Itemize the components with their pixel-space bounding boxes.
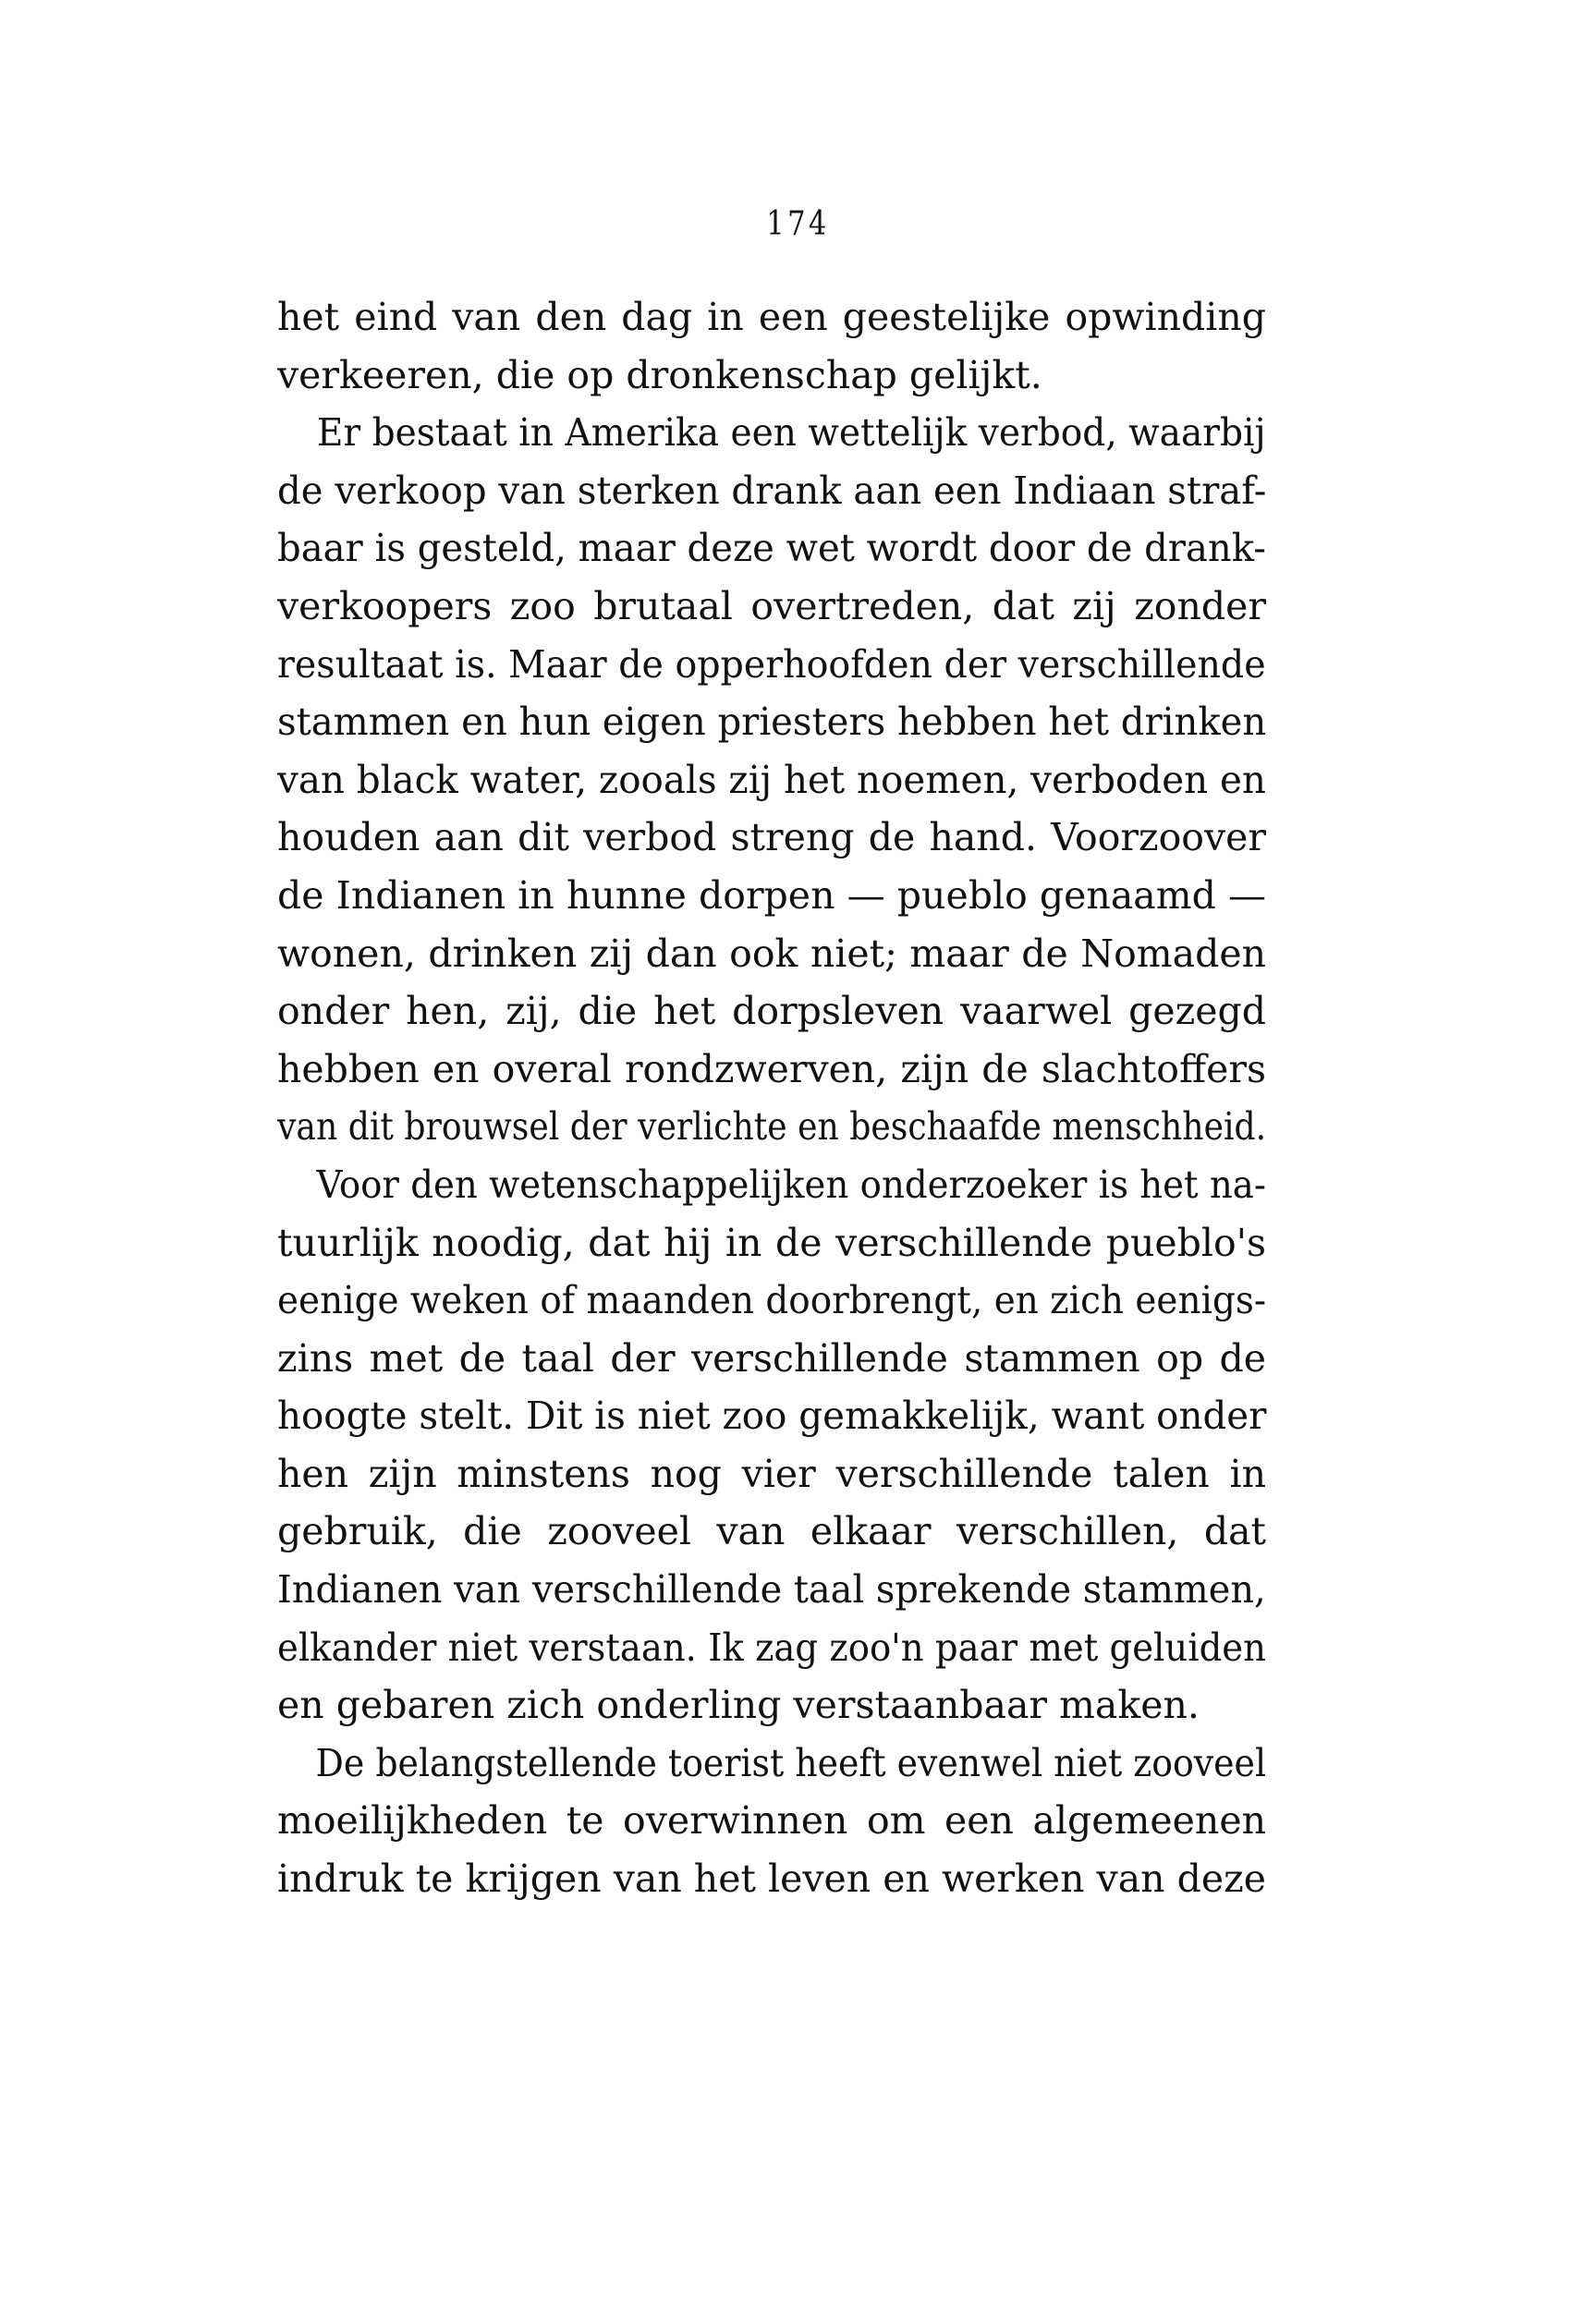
text-line: hoogte stelt. Dit is niet zoo gemakkelijk, want onder — [277, 1394, 1267, 1439]
text-line: hen zijn minstens nog vier verschillende talen in — [277, 1451, 1266, 1496]
text-line: en gebaren zich onderling verstaanbaar maken. — [277, 1683, 1200, 1728]
text-line: resultaat is. Maar de opperhoofden der verschillende — [277, 641, 1266, 687]
paragraph — [277, 1735, 1266, 1908]
text-line: van black water, zooals zij het noemen, verboden en — [277, 757, 1266, 802]
text-line: het eind van den dag in een geestelijke opwinding — [277, 295, 1266, 339]
paragraph — [277, 288, 1266, 404]
text-line: tuurlijk noodig, dat hij in de verschillende pueblo's — [277, 1220, 1266, 1265]
text-line: stammen en hun eigen priesters hebben het drinken — [277, 700, 1267, 745]
text-line: zins met de taal der verschillende stammen op de — [277, 1335, 1266, 1381]
text-line: indruk te krijgen van het leven en werken van deze — [277, 1856, 1266, 1902]
text-line: verkeeren, die op dronkenschap gelijkt. — [277, 352, 1042, 397]
text-line: hebben en overal rondzwerven, zijn de slachtoffers — [277, 1046, 1266, 1091]
text-line: van dit brouwsel der verlichte en beschaafde menschheid. — [277, 1104, 1267, 1150]
text-line: houden aan dit verbod streng de hand. Voorzoover — [277, 815, 1266, 860]
text-line: De belangstellende toerist heeft evenwel niet zooveel — [315, 1740, 1267, 1785]
text-line: de Indianen in hunne dorpen — pueblo genaamd — — [277, 872, 1266, 918]
text-line: Er bestaat in Amerika een wettelijk verbod, waarbij — [316, 410, 1266, 456]
text-line: moeilijkheden te overwinnen om een algemeenen — [277, 1798, 1266, 1844]
text-line: gebruik, die zooveel van elkaar verschillen, dat — [277, 1509, 1266, 1554]
text-line: de verkoop van sterken drank aan een Indiaan straf- — [277, 468, 1267, 513]
text-line: Voor den wetenschappelijken onderzoeker is het na- — [316, 1162, 1266, 1207]
text-line: elkander niet verstaan. Ik zag zoo'n paar met geluiden — [277, 1625, 1266, 1670]
paragraph — [277, 1156, 1266, 1735]
paragraph — [277, 404, 1266, 1156]
text-line: onder hen, zij, die het dorpsleven vaarwel gezegd — [277, 989, 1266, 1034]
page-number: 174 — [766, 205, 830, 243]
text-line: Indianen van verschillende taal sprekende stammen, — [277, 1567, 1266, 1613]
text-line: verkoopers zoo brutaal overtreden, dat zij zonder — [277, 583, 1266, 628]
text-line: eenige weken of maanden doorbrengt, en zich eenigs- — [277, 1278, 1267, 1323]
text-line: baar is gesteld, maar deze wet wordt door de drank- — [277, 526, 1266, 571]
text-line: wonen, drinken zij dan ook niet; maar de Nomaden — [277, 931, 1266, 976]
body-text — [277, 288, 1266, 1908]
